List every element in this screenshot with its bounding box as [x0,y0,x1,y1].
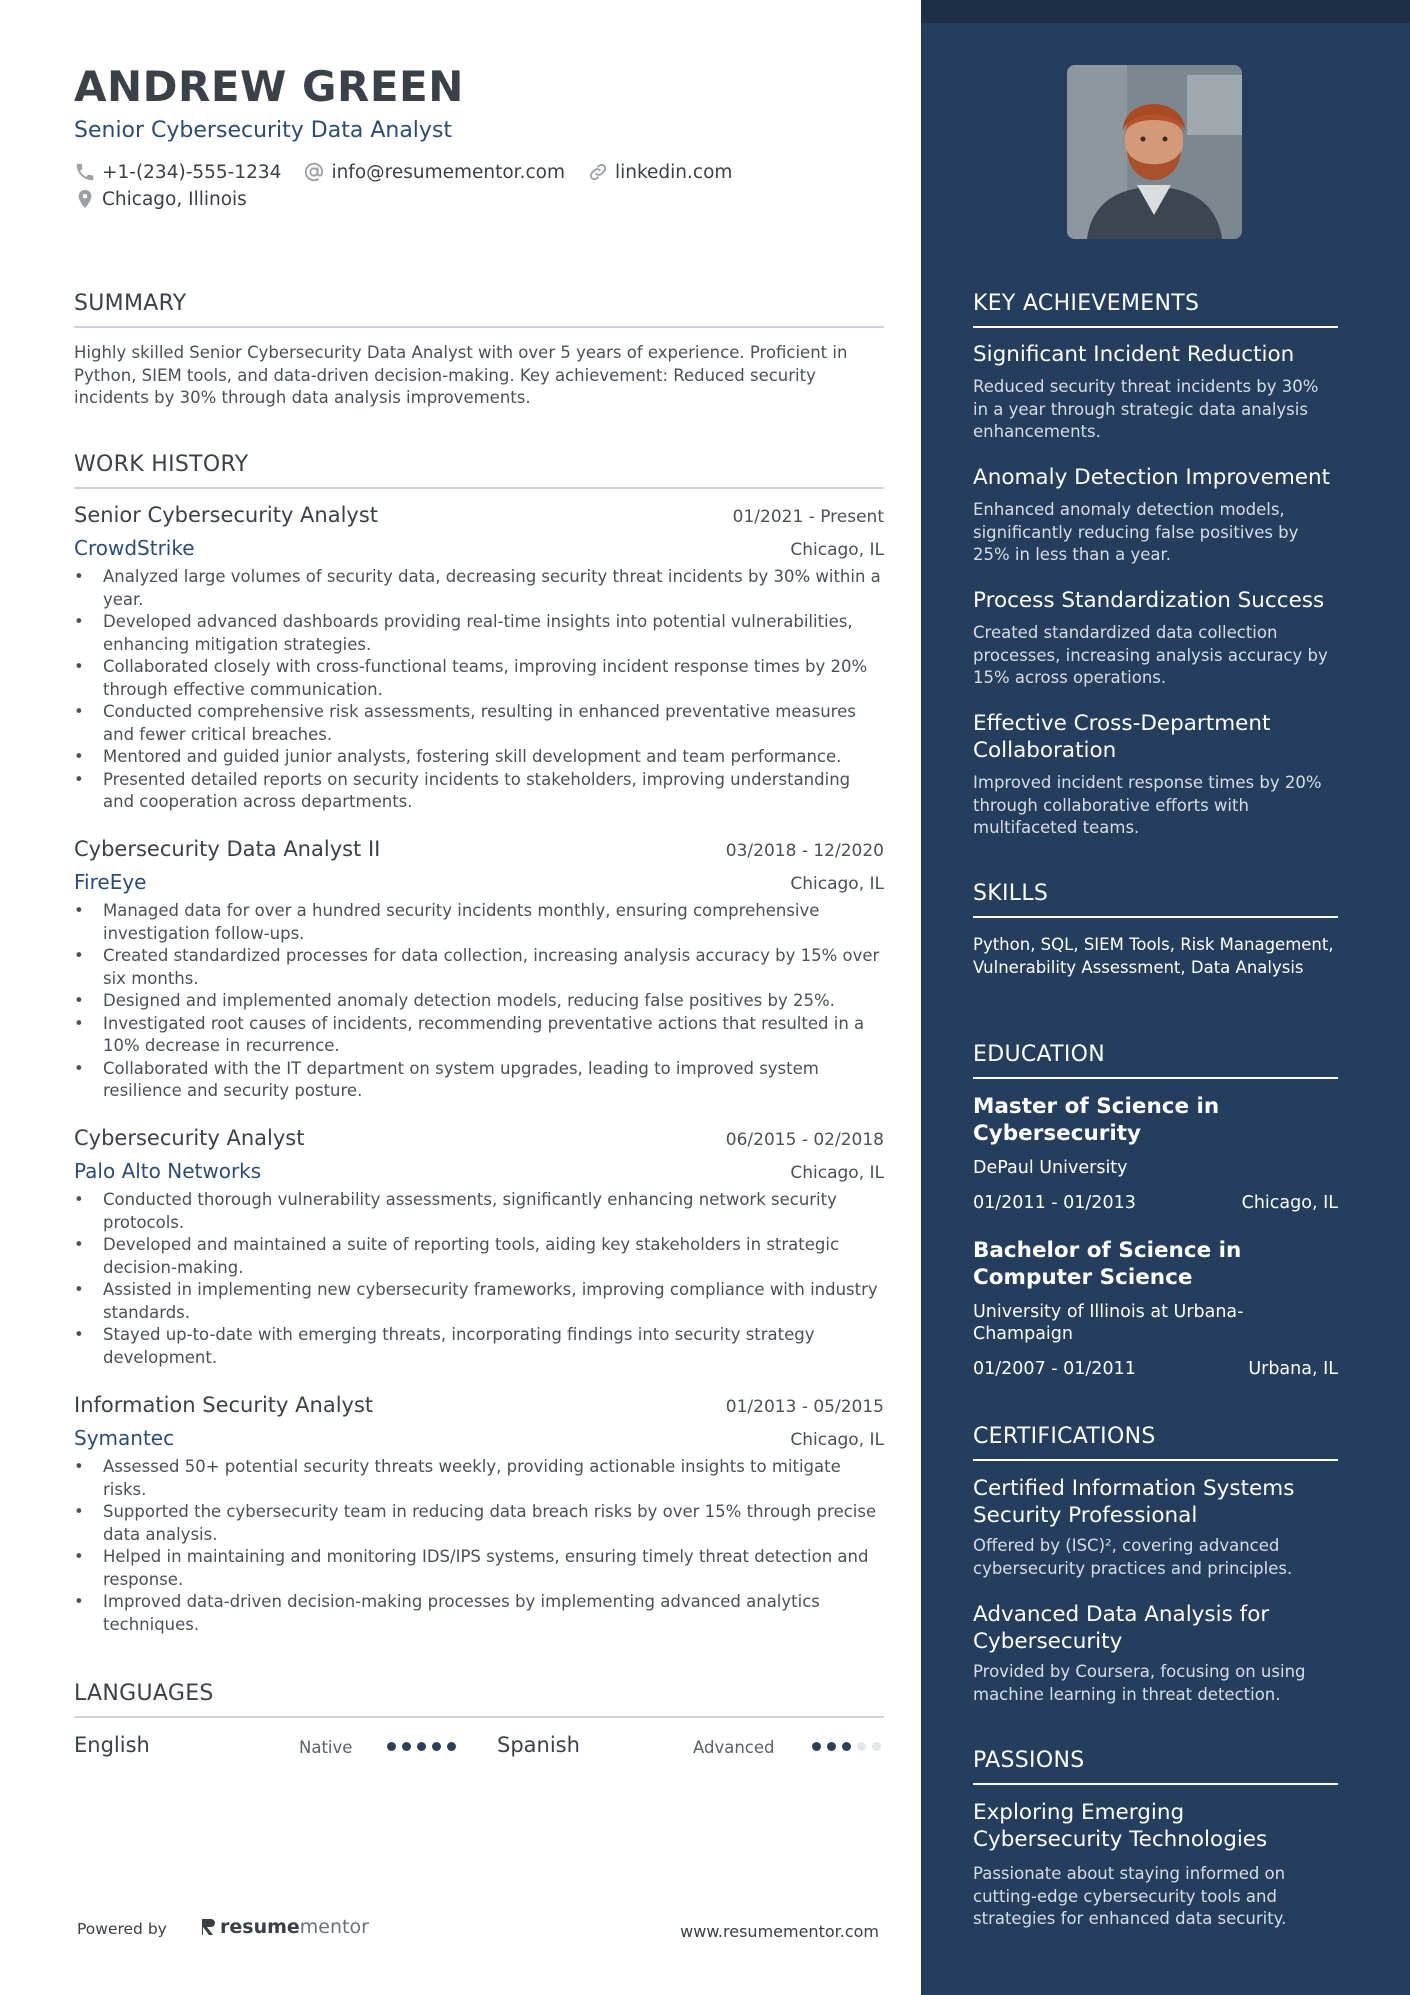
achievement-item [973,464,1338,567]
job-bullet: • Managed data for over a hundred security incidents monthly, ensuring comprehensive investigation follow-ups. [74,900,884,945]
job-location: Chicago, IL [790,1163,884,1183]
achievement-item [973,710,1338,840]
education-school: DePaul University [973,1158,1128,1178]
job-bullet: • Collaborated with the IT department on system upgrades, leading to improved system resilience and security posture. [74,1058,884,1103]
job-dates: 01/2021 - Present [732,507,884,527]
job-bullet: • Assessed 50+ potential security threats weekly, providing actionable insights to mitigate risks. [74,1456,884,1501]
job-bullet: • Collaborated closely with cross-functional teams, improving incident response times by 20% through effective communication. [74,656,884,701]
contact-location [74,188,247,210]
footer-site-link[interactable]: www.resumementor.com [680,1922,879,1941]
achievement-title: Anomaly Detection Improvement [973,465,1331,490]
footer [74,1915,884,1945]
certification-item [973,1601,1338,1706]
job-company: CrowdStrike [74,536,195,560]
job-dates: 01/2013 - 05/2015 [725,1397,884,1417]
rating-dot-filled [447,1742,456,1751]
job-bullets [74,1456,884,1636]
linkedin-text: linkedin.com [614,161,733,183]
education-dates: 01/2007 - 01/2011 [973,1359,1136,1379]
work-history-heading: WORK HISTORY [74,452,884,489]
education-school: University of Illinois at Urbana-Champaign [973,1302,1244,1344]
job-company: Palo Alto Networks [74,1159,262,1183]
location-pin-icon [74,188,96,210]
achievement-title: Effective Cross-Department Collaboration [973,711,1271,763]
achievement-text: Improved incident response times by 20% through collaborative efforts with multifaceted teams. [973,773,1322,837]
job-bullet: • Mentored and guided junior analysts, fostering skill development and team performance. [74,746,884,769]
summary-heading: SUMMARY [74,291,884,328]
contact-email[interactable] [303,161,565,183]
education-degree: Bachelor of Science in Computer Science [973,1238,1242,1290]
passions-heading: PASSIONS [973,1748,1338,1785]
resumementor-logo[interactable] [200,1916,369,1938]
summary-text: Highly skilled Senior Cybersecurity Data Analyst with over 5 years of experience. Proficient in Python, SIEM tools, and data-driven decision-making. Key achievement: Reduced security incidents by 30% through data analysis improvements. [74,343,848,407]
powered-by-text: Powered by [77,1920,167,1938]
profile-photo-image [1067,65,1242,239]
skills-text: Python, SQL, SIEM Tools, Risk Management, Vulnerability Assessment, Data Analysis [973,935,1334,977]
passion-item [973,1799,1338,1931]
sidebar-top-bar [921,0,1410,23]
rating-dot-empty [857,1742,866,1751]
brand-light: mentor [299,1916,369,1938]
rating-dot-filled [387,1742,396,1751]
job-entry [74,503,884,814]
rating-dot-filled [812,1742,821,1751]
achievements-heading: KEY ACHIEVEMENTS [973,291,1338,328]
education-item [973,1093,1338,1213]
job-bullet: • Stayed up-to-date with emerging threats, incorporating findings into security strategy development. [74,1324,884,1369]
email-text: info@resumementor.com [331,161,565,183]
phone-text: +1-(234)-555-1234 [102,161,282,183]
language-rating [812,1742,887,1751]
job-bullet: • Designed and implemented anomaly detection models, reducing false positives by 25%. [74,990,884,1013]
job-bullet: • Investigated root causes of incidents, recommending preventative actions that resulted in a 10% decrease in recurrence. [74,1013,884,1058]
education-location: Chicago, IL [1241,1193,1338,1213]
resumementor-logo-icon [200,1917,216,1937]
job-dates: 06/2015 - 02/2018 [725,1130,884,1150]
job-location: Chicago, IL [790,874,884,894]
job-entry [74,837,884,1103]
brand-bold: resume [220,1916,300,1938]
achievement-text: Created standardized data collection processes, increasing analysis accuracy by 15% across operations. [973,623,1328,687]
rating-dot-filled [827,1742,836,1751]
certification-title: Advanced Data Analysis for Cybersecurity [973,1602,1270,1654]
job-bullet: • Presented detailed reports on security incidents to stakeholders, improving understanding and cooperation across departments. [74,769,884,814]
sidebar [921,0,1410,1995]
job-bullets [74,1189,884,1369]
rating-dot-filled [402,1742,411,1751]
job-entry [74,1126,884,1369]
languages-heading: LANGUAGES [74,1681,884,1718]
job-bullet: • Assisted in implementing new cybersecurity frameworks, improving compliance with industry standards. [74,1279,884,1324]
certifications-heading: CERTIFICATIONS [973,1424,1338,1461]
education-dates: 01/2011 - 01/2013 [973,1193,1136,1213]
job-bullet: • Conducted thorough vulnerability assessments, significantly enhancing network security protocols. [74,1189,884,1234]
job-bullets [74,900,884,1103]
job-location: Chicago, IL [790,540,884,560]
language-name: Spanish [497,1733,580,1757]
skills-list [973,934,1338,979]
language-level: Native [299,1738,353,1757]
achievement-title: Significant Incident Reduction [973,342,1295,367]
job-bullet: • Created standardized processes for data collection, increasing analysis accuracy by 15% over six months. [74,945,884,990]
profile-photo [1067,65,1242,239]
language-name: English [74,1733,150,1757]
contact-row-2 [74,188,269,210]
education-location: Urbana, IL [1248,1359,1338,1379]
rating-dot-filled [842,1742,851,1751]
job-bullet: • Developed and maintained a suite of reporting tools, aiding key stakeholders in strategic decision-making. [74,1234,884,1279]
job-bullet: • Conducted comprehensive risk assessments, resulting in enhanced preventative measures and fewer critical breaches. [74,701,884,746]
language-level: Advanced [693,1738,775,1757]
job-entry [74,1393,884,1636]
contact-row [74,161,754,183]
certification-item [973,1475,1338,1580]
at-icon [303,161,325,183]
job-bullet: • Developed advanced dashboards providing real-time insights into potential vulnerabilities, enhancing mitigation strategies. [74,611,884,656]
achievement-item [973,587,1338,690]
job-title: Cybersecurity Analyst [74,1126,305,1150]
language-rating [387,1742,462,1751]
candidate-title: Senior Cybersecurity Data Analyst [74,118,453,143]
contact-linkedin[interactable] [587,161,732,183]
job-bullet: • Analyzed large volumes of security data, decreasing security threat incidents by 30% within a year. [74,566,884,611]
candidate-name: ANDREW GREEN [74,62,464,111]
phone-icon [74,161,96,183]
location-text: Chicago, Illinois [102,188,247,210]
languages-row [74,1733,884,1763]
certification-text: Offered by (ISC)², covering advanced cybersecurity practices and principles. [973,1536,1293,1578]
job-bullet: • Supported the cybersecurity team in reducing data breach risks by over 15% through precise data analysis. [74,1501,884,1546]
rating-dot-filled [417,1742,426,1751]
job-bullet: • Improved data-driven decision-making processes by implementing advanced analytics techniques. [74,1591,884,1636]
skills-heading: SKILLS [973,881,1338,918]
passion-text: Passionate about staying informed on cutting-edge cybersecurity tools and strategies for enhanced data security. [973,1864,1287,1928]
contact-phone[interactable] [74,161,281,183]
link-icon [587,161,609,183]
job-bullet: • Helped in maintaining and monitoring IDS/IPS systems, ensuring timely threat detection and response. [74,1546,884,1591]
rating-dot-filled [432,1742,441,1751]
education-heading: EDUCATION [973,1042,1338,1079]
rating-dot-empty [872,1742,881,1751]
achievement-text: Enhanced anomaly detection models, significantly reducing false positives by 25% in less than a year. [973,500,1299,564]
passion-title: Exploring Emerging Cybersecurity Technologies [973,1800,1268,1852]
achievement-text: Reduced security threat incidents by 30% in a year through strategic data analysis enhancements. [973,377,1319,441]
job-bullets [74,566,884,814]
certification-text: Provided by Coursera, focusing on using machine learning in threat detection. [973,1662,1306,1704]
certification-title: Certified Information Systems Security Professional [973,1476,1295,1528]
job-company: Symantec [74,1426,175,1450]
job-company: FireEye [74,870,147,894]
achievement-item [973,341,1338,444]
education-item [973,1237,1338,1379]
job-dates: 03/2018 - 12/2020 [725,841,884,861]
job-title: Information Security Analyst [74,1393,374,1417]
education-degree: Master of Science in Cybersecurity [973,1094,1220,1146]
job-title: Senior Cybersecurity Analyst [74,503,379,527]
job-location: Chicago, IL [790,1430,884,1450]
achievement-title: Process Standardization Success [973,588,1325,613]
job-title: Cybersecurity Data Analyst II [74,837,381,861]
